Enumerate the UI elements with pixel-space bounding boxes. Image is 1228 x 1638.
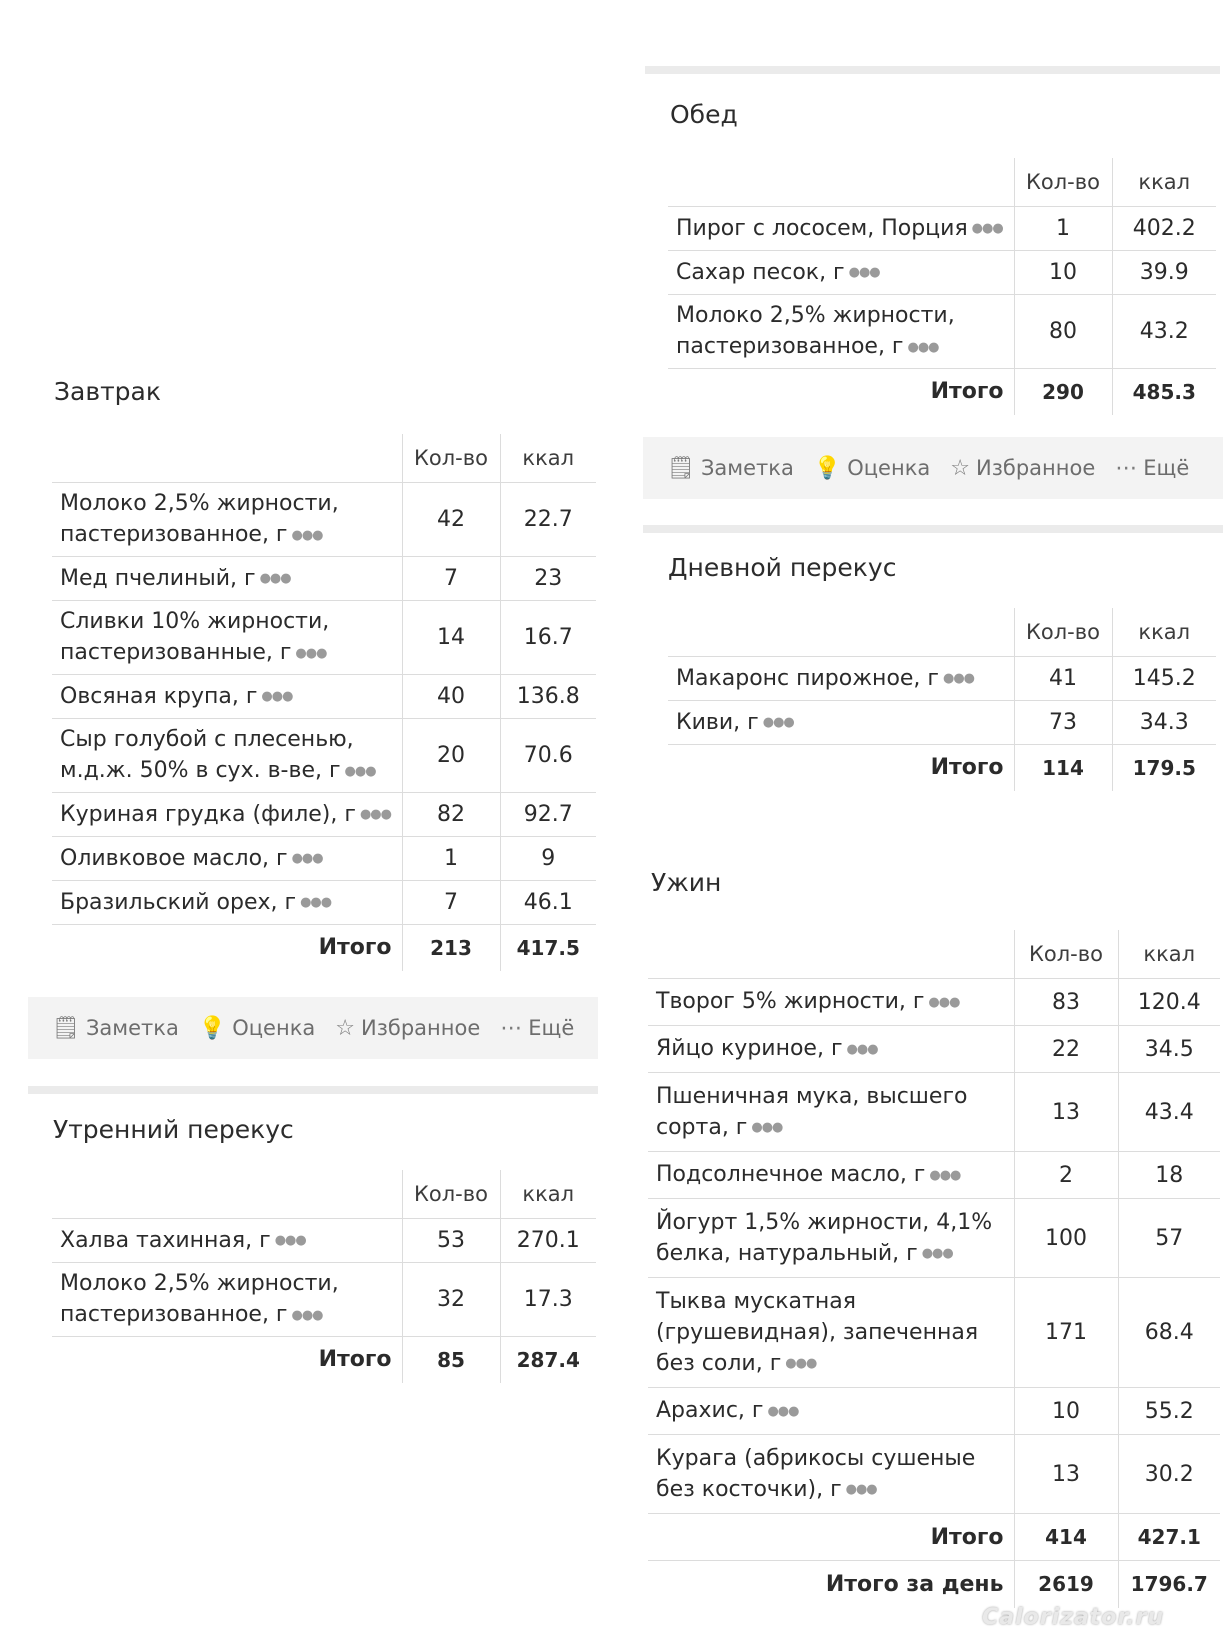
favorite-button[interactable]: ☆ Избранное bbox=[335, 1015, 481, 1041]
total-label: Итого bbox=[668, 369, 1014, 415]
total-label: Итого bbox=[52, 925, 402, 971]
more-button[interactable]: ⋯ Ещё bbox=[500, 1015, 575, 1041]
food-kcal: 120.4 bbox=[1118, 979, 1220, 1026]
food-kcal: 18 bbox=[1118, 1152, 1220, 1199]
kcal-header: ккал bbox=[1118, 930, 1220, 979]
total-label: Итого bbox=[668, 745, 1014, 791]
food-qty: 7 bbox=[402, 881, 500, 925]
food-kcal: 30.2 bbox=[1118, 1435, 1220, 1514]
food-kcal: 46.1 bbox=[500, 881, 596, 925]
food-qty: 7 bbox=[402, 557, 500, 601]
total-row bbox=[52, 1337, 596, 1383]
more-dots-icon[interactable]: ●●● bbox=[971, 221, 1003, 237]
food-name: Молоко 2,5% жирности, пастеризованное, г ●●● bbox=[52, 483, 402, 557]
food-name: Сыр голубой с плесенью, м.д.ж. 50% в сух. в-ве, г ●●● bbox=[52, 719, 402, 793]
food-name: Молоко 2,5% жирности, пастеризованное, г ●●● bbox=[668, 295, 1014, 369]
food-name: Сахар песок, г ●●● bbox=[668, 251, 1014, 295]
more-dots-icon[interactable]: ●●● bbox=[359, 807, 391, 823]
day-total-kcal: 1796.7 bbox=[1118, 1561, 1220, 1608]
food-name: Молоко 2,5% жирности, пастеризованное, г ●●● bbox=[52, 1263, 402, 1337]
more-button[interactable]: ⋯ Ещё bbox=[1115, 455, 1190, 481]
more-dots-icon[interactable]: ●●● bbox=[259, 571, 291, 587]
table-row[interactable] bbox=[668, 657, 1216, 701]
total-qty: 290 bbox=[1014, 369, 1112, 415]
food-kcal: 17.3 bbox=[500, 1263, 596, 1337]
food-qty: 83 bbox=[1014, 979, 1118, 1026]
food-name: Мед пчелиный, г ●●● bbox=[52, 557, 402, 601]
breakfast-action-bar bbox=[28, 997, 598, 1059]
food-kcal: 39.9 bbox=[1112, 251, 1216, 295]
food-kcal: 16.7 bbox=[500, 601, 596, 675]
qty-header: Кол-во bbox=[402, 434, 500, 483]
kcal-header: ккал bbox=[1112, 158, 1216, 207]
qty-header: Кол-во bbox=[1014, 930, 1118, 979]
food-qty: 42 bbox=[402, 483, 500, 557]
food-name: Куриная грудка (филе), г ●●● bbox=[52, 793, 402, 837]
total-qty: 114 bbox=[1014, 745, 1112, 791]
total-kcal: 179.5 bbox=[1112, 745, 1216, 791]
food-qty: 41 bbox=[1014, 657, 1112, 701]
more-dots-icon[interactable]: ●●● bbox=[929, 1167, 961, 1183]
food-qty: 10 bbox=[1014, 1388, 1118, 1435]
table-row[interactable] bbox=[648, 1199, 1220, 1278]
table-row[interactable] bbox=[52, 719, 596, 793]
day-total-row bbox=[648, 1561, 1220, 1608]
more-dots-icon[interactable]: ●●● bbox=[921, 1246, 953, 1262]
afternoon-snack-title: Дневной перекус bbox=[668, 553, 897, 582]
table-row[interactable] bbox=[52, 1219, 596, 1263]
table-row[interactable] bbox=[52, 557, 596, 601]
kcal-header: ккал bbox=[500, 1170, 596, 1219]
food-qty: 82 bbox=[402, 793, 500, 837]
food-name: Арахис, г ●●● bbox=[648, 1388, 1014, 1435]
table-row[interactable] bbox=[668, 295, 1216, 369]
food-kcal: 34.5 bbox=[1118, 1026, 1220, 1073]
more-dots-icon[interactable]: ●●● bbox=[291, 1307, 323, 1323]
lunch-action-bar bbox=[643, 437, 1223, 499]
breakfast-title: Завтрак bbox=[54, 377, 161, 406]
morning-snack-title: Утренний перекус bbox=[53, 1115, 294, 1144]
food-qty: 1 bbox=[1014, 207, 1112, 251]
total-kcal: 287.4 bbox=[500, 1337, 596, 1383]
more-dots-icon[interactable]: ●●● bbox=[762, 715, 794, 731]
lightbulb-icon: 💡 bbox=[813, 455, 842, 481]
morning-snack-table bbox=[52, 1170, 596, 1383]
food-name: Творог 5% жирности, г ●●● bbox=[648, 979, 1014, 1026]
more-dots-icon[interactable]: ●●● bbox=[291, 851, 323, 867]
food-name: Пшеничная мука, высшего сорта, г ●●● bbox=[648, 1073, 1014, 1152]
food-kcal: 402.2 bbox=[1112, 207, 1216, 251]
more-dots-icon[interactable]: ●●● bbox=[846, 1041, 878, 1057]
table-row[interactable] bbox=[52, 793, 596, 837]
table-row[interactable] bbox=[52, 601, 596, 675]
dinner-title: Ужин bbox=[651, 868, 722, 897]
food-name: Макаронс пирожное, г ●●● bbox=[668, 657, 1014, 701]
rating-button[interactable]: 💡 Оценка bbox=[198, 1015, 316, 1041]
food-qty: 13 bbox=[1014, 1073, 1118, 1152]
food-name: Подсолнечное масло, г ●●● bbox=[648, 1152, 1014, 1199]
more-dots-icon[interactable]: ●●● bbox=[291, 527, 323, 543]
food-qty: 80 bbox=[1014, 295, 1112, 369]
total-qty: 85 bbox=[402, 1337, 500, 1383]
qty-header: Кол-во bbox=[1014, 608, 1112, 657]
more-dots-icon[interactable]: ●●● bbox=[942, 671, 975, 687]
food-kcal: 270.1 bbox=[500, 1219, 596, 1263]
more-dots-icon[interactable]: ●●● bbox=[344, 763, 376, 779]
total-row bbox=[668, 745, 1216, 791]
table-row[interactable] bbox=[648, 1026, 1220, 1073]
star-icon: ☆ bbox=[335, 1015, 355, 1041]
table-row[interactable] bbox=[52, 881, 596, 925]
food-kcal: 55.2 bbox=[1118, 1388, 1220, 1435]
total-kcal: 417.5 bbox=[500, 925, 596, 971]
divider bbox=[28, 1086, 598, 1094]
food-kcal: 57 bbox=[1118, 1199, 1220, 1278]
food-name: Тыква мускатная (грушевидная), запеченная без соли, г ●●● bbox=[648, 1278, 1014, 1388]
food-kcal: 68.4 bbox=[1118, 1278, 1220, 1388]
food-kcal: 22.7 bbox=[500, 483, 596, 557]
qty-header: Кол-во bbox=[402, 1170, 500, 1219]
kcal-header: ккал bbox=[500, 434, 596, 483]
food-kcal: 43.2 bbox=[1112, 295, 1216, 369]
total-row bbox=[648, 1514, 1220, 1561]
note-icon: 🗒 bbox=[667, 455, 695, 481]
food-kcal: 34.3 bbox=[1112, 701, 1216, 745]
table-row[interactable] bbox=[668, 251, 1216, 295]
more-dots-icon[interactable]: ●●● bbox=[845, 1482, 877, 1498]
qty-header: Кол-во bbox=[1014, 158, 1112, 207]
lightbulb-icon: 💡 bbox=[198, 1015, 227, 1041]
rating-button[interactable]: 💡 Оценка bbox=[813, 455, 931, 481]
afternoon-snack-table bbox=[668, 608, 1216, 791]
more-dots-icon[interactable]: ●●● bbox=[785, 1356, 817, 1372]
food-qty: 100 bbox=[1014, 1199, 1118, 1278]
food-qty: 20 bbox=[402, 719, 500, 793]
dinner-table bbox=[648, 930, 1220, 1608]
table-row[interactable] bbox=[668, 207, 1216, 251]
food-name: Бразильский орех, г ●●● bbox=[52, 881, 402, 925]
food-qty: 1 bbox=[402, 837, 500, 881]
table-row[interactable] bbox=[52, 675, 596, 719]
more-dots-icon[interactable]: ●●● bbox=[907, 339, 939, 355]
more-dots-icon[interactable]: ●●● bbox=[848, 265, 880, 281]
note-button[interactable]: 🗒 Заметка bbox=[667, 455, 794, 481]
food-kcal: 145.2 bbox=[1112, 657, 1216, 701]
divider bbox=[643, 525, 1223, 533]
more-dots-icon: ⋯ bbox=[500, 1015, 523, 1041]
breakfast-table bbox=[52, 434, 596, 971]
food-name: Пирог с лососем, Порция ●●● bbox=[668, 207, 1014, 251]
food-kcal: 70.6 bbox=[500, 719, 596, 793]
star-icon: ☆ bbox=[950, 455, 970, 481]
more-dots-icon[interactable]: ●●● bbox=[274, 1233, 306, 1249]
food-qty: 32 bbox=[402, 1263, 500, 1337]
note-icon: 🗒 bbox=[52, 1015, 80, 1041]
more-dots-icon[interactable]: ●●● bbox=[295, 645, 327, 661]
total-kcal: 485.3 bbox=[1112, 369, 1216, 415]
lunch-table bbox=[668, 158, 1216, 415]
food-qty: 22 bbox=[1014, 1026, 1118, 1073]
table-row[interactable] bbox=[648, 1073, 1220, 1152]
total-qty: 213 bbox=[402, 925, 500, 971]
total-kcal: 427.1 bbox=[1118, 1514, 1220, 1561]
food-name: Халва тахинная, г ●●● bbox=[52, 1219, 402, 1263]
food-kcal: 9 bbox=[500, 837, 596, 881]
food-kcal: 43.4 bbox=[1118, 1073, 1220, 1152]
food-name: Овсяная крупа, г ●●● bbox=[52, 675, 402, 719]
food-qty: 2 bbox=[1014, 1152, 1118, 1199]
watermark: Calorizator.ru bbox=[982, 1605, 1164, 1630]
table-row[interactable] bbox=[648, 1278, 1220, 1388]
more-dots-icon[interactable]: ●●● bbox=[261, 689, 293, 705]
day-total-label: Итого за день bbox=[648, 1561, 1014, 1608]
more-dots-icon[interactable]: ●●● bbox=[928, 994, 960, 1010]
total-label: Итого bbox=[648, 1514, 1014, 1561]
food-qty: 10 bbox=[1014, 251, 1112, 295]
table-row[interactable] bbox=[52, 837, 596, 881]
total-row bbox=[668, 369, 1216, 415]
food-name: Йогурт 1,5% жирности, 4,1% белка, натуральный, г ●●● bbox=[648, 1199, 1014, 1278]
more-dots-icon: ⋯ bbox=[1115, 455, 1138, 481]
food-kcal: 23 bbox=[500, 557, 596, 601]
food-kcal: 136.8 bbox=[500, 675, 596, 719]
food-qty: 73 bbox=[1014, 701, 1112, 745]
favorite-button[interactable]: ☆ Избранное bbox=[950, 455, 1096, 481]
food-name: Оливковое масло, г ●●● bbox=[52, 837, 402, 881]
food-qty: 40 bbox=[402, 675, 500, 719]
table-row[interactable] bbox=[52, 1263, 596, 1337]
table-row[interactable] bbox=[668, 701, 1216, 745]
food-name: Курага (абрикосы сушеные без косточки), г ●●● bbox=[648, 1435, 1014, 1514]
food-qty: 53 bbox=[402, 1219, 500, 1263]
table-row[interactable] bbox=[648, 1152, 1220, 1199]
day-total-qty: 2619 bbox=[1014, 1561, 1118, 1608]
food-kcal: 92.7 bbox=[500, 793, 596, 837]
food-name: Сливки 10% жирности, пастеризованные, г ●●● bbox=[52, 601, 402, 675]
food-qty: 14 bbox=[402, 601, 500, 675]
food-name: Киви, г ●●● bbox=[668, 701, 1014, 745]
food-qty: 13 bbox=[1014, 1435, 1118, 1514]
table-row[interactable] bbox=[52, 483, 596, 557]
more-dots-icon[interactable]: ●●● bbox=[767, 1403, 799, 1419]
total-row bbox=[52, 925, 596, 971]
more-dots-icon[interactable]: ●●● bbox=[300, 895, 332, 911]
note-button[interactable]: 🗒 Заметка bbox=[52, 1015, 179, 1041]
more-dots-icon[interactable]: ●●● bbox=[751, 1120, 783, 1136]
kcal-header: ккал bbox=[1112, 608, 1216, 657]
food-qty: 171 bbox=[1014, 1278, 1118, 1388]
table-row[interactable] bbox=[648, 979, 1220, 1026]
total-label: Итого bbox=[52, 1337, 402, 1383]
total-qty: 414 bbox=[1014, 1514, 1118, 1561]
food-name: Яйцо куриное, г ●●● bbox=[648, 1026, 1014, 1073]
table-row[interactable] bbox=[648, 1388, 1220, 1435]
lunch-title: Обед bbox=[670, 100, 738, 129]
table-row[interactable] bbox=[648, 1435, 1220, 1514]
divider bbox=[645, 66, 1220, 74]
